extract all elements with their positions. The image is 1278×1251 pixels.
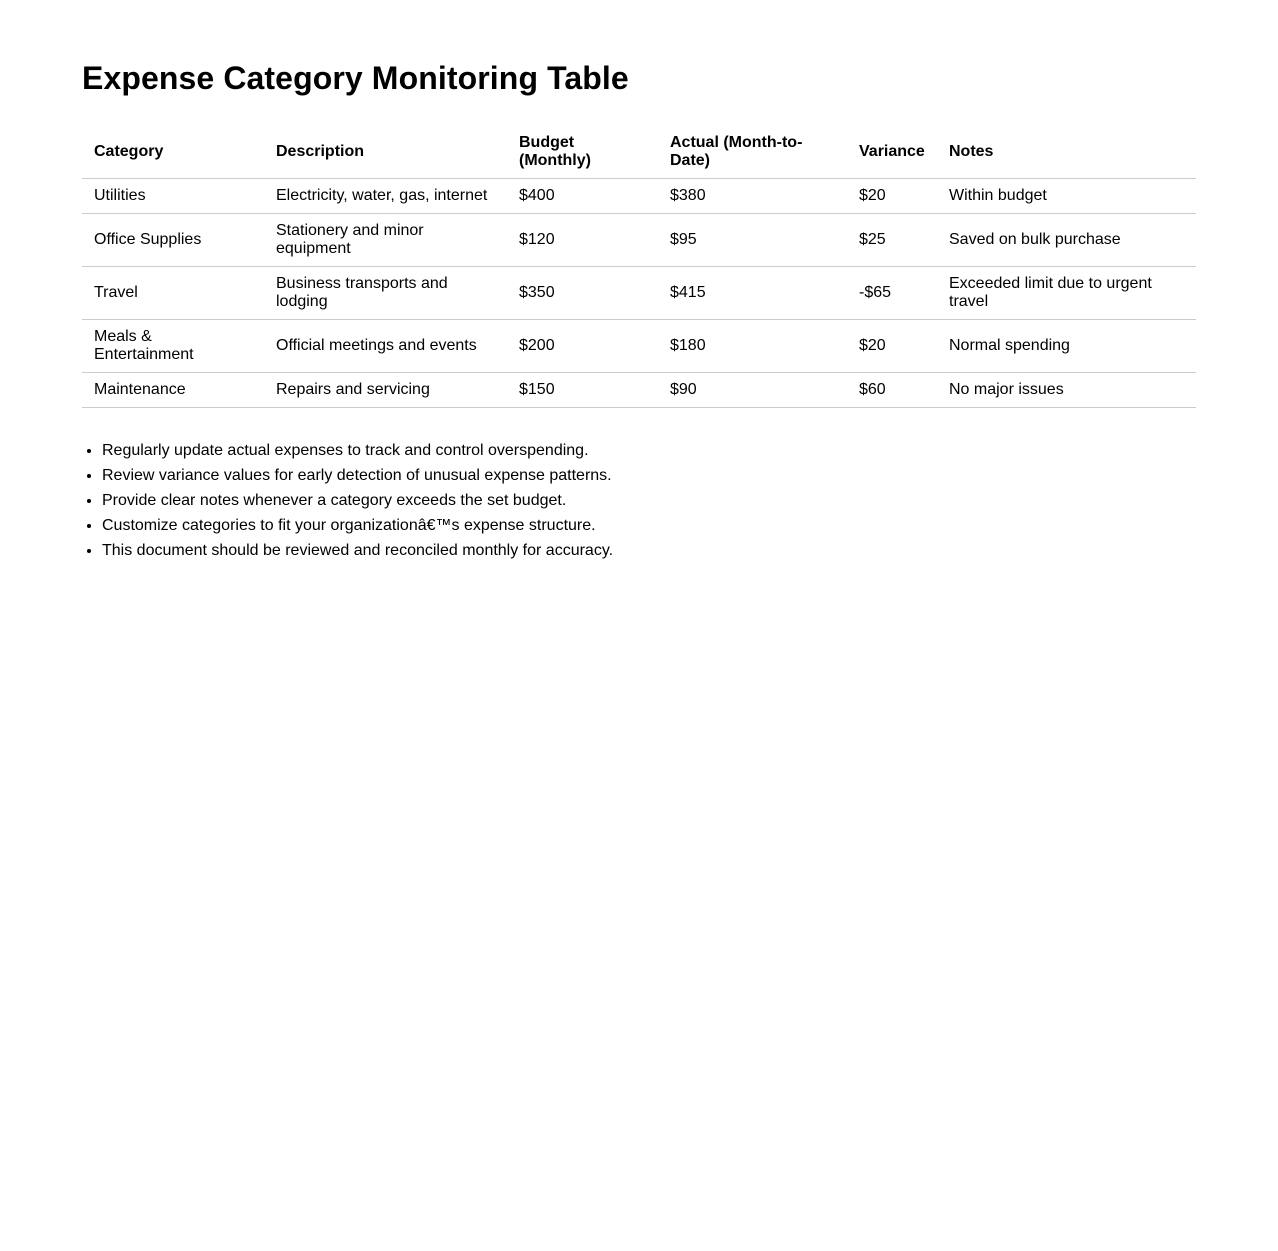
table-row (82, 214, 1196, 267)
cell-actual: $415 (658, 267, 847, 320)
cell-notes: Within budget (937, 179, 1196, 214)
cell-category: Travel (82, 267, 264, 320)
document-page (82, 58, 1196, 563)
cell-actual: $90 (658, 373, 847, 408)
cell-budget: $400 (507, 179, 658, 214)
list-item: • Provide clear notes whenever a category exceeds the set budget. (102, 488, 1196, 513)
list-item: • Customize categories to fit your organizationâ€™s expense structure. (102, 513, 1196, 538)
cell-notes: No major issues (937, 373, 1196, 408)
cell-notes: Saved on bulk purchase (937, 214, 1196, 267)
cell-description: Official meetings and events (264, 320, 507, 373)
table-row (82, 179, 1196, 214)
cell-category: Utilities (82, 179, 264, 214)
guidelines-list (82, 438, 1196, 563)
column-header-variance: Variance (847, 126, 937, 179)
column-header-notes: Notes (937, 126, 1196, 179)
list-item: • This document should be reviewed and reconciled monthly for accuracy. (102, 538, 1196, 563)
cell-notes: Exceeded limit due to urgent travel (937, 267, 1196, 320)
list-item: • Regularly update actual expenses to track and control overspending. (102, 438, 1196, 463)
cell-variance: $20 (847, 320, 937, 373)
cell-variance: $25 (847, 214, 937, 267)
cell-variance: -$65 (847, 267, 937, 320)
cell-description: Stationery and minor equipment (264, 214, 507, 267)
cell-budget: $120 (507, 214, 658, 267)
cell-category: Maintenance (82, 373, 264, 408)
table-row (82, 267, 1196, 320)
cell-notes: Normal spending (937, 320, 1196, 373)
cell-actual: $380 (658, 179, 847, 214)
cell-actual: $95 (658, 214, 847, 267)
page-title: Expense Category Monitoring Table (82, 60, 629, 96)
column-header-actual: Actual (Month-to-Date) (658, 126, 847, 179)
cell-variance: $20 (847, 179, 937, 214)
table-row (82, 373, 1196, 408)
cell-budget: $200 (507, 320, 658, 373)
column-header-budget: Budget (Monthly) (507, 126, 658, 179)
cell-variance: $60 (847, 373, 937, 408)
cell-budget: $350 (507, 267, 658, 320)
column-header-description: Description (264, 126, 507, 179)
cell-description: Business transports and lodging (264, 267, 507, 320)
list-item: • Review variance values for early detection of unusual expense patterns. (102, 463, 1196, 488)
cell-category: Meals & Entertainment (82, 320, 264, 373)
cell-description: Repairs and servicing (264, 373, 507, 408)
cell-actual: $180 (658, 320, 847, 373)
column-header-category: Category (82, 126, 264, 179)
cell-budget: $150 (507, 373, 658, 408)
table-row (82, 320, 1196, 373)
cell-category: Office Supplies (82, 214, 264, 267)
expense-table (82, 126, 1196, 408)
table-header-row (82, 126, 1196, 179)
cell-description: Electricity, water, gas, internet (264, 179, 507, 214)
